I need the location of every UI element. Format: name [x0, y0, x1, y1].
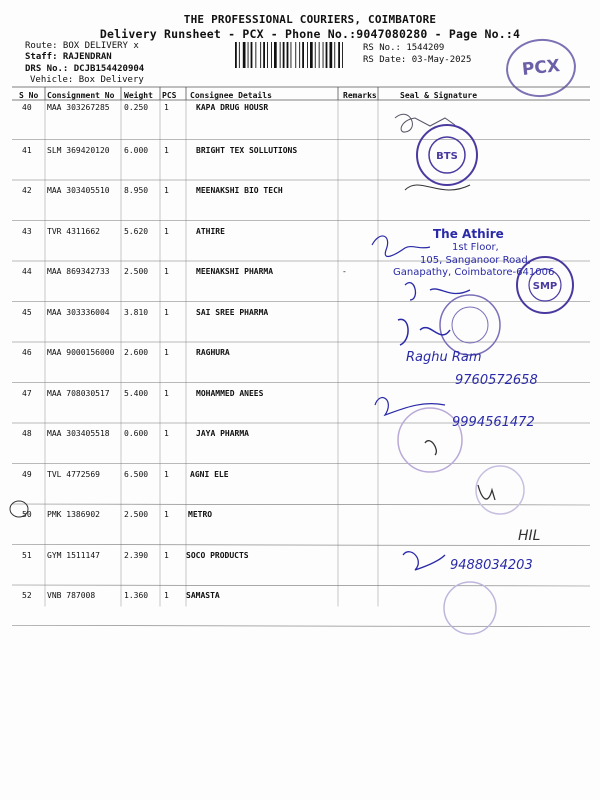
handwritten-phone-2: 9994561472 — [452, 415, 535, 430]
cell-pcs: 1 — [164, 226, 169, 236]
cell-weight: 2.500 — [124, 267, 149, 276]
cell-sno: 48 — [22, 429, 32, 438]
cell-pcs: 1 — [164, 469, 169, 479]
cell-cons: MAA 869342733 — [47, 267, 110, 276]
cell-consignee: MOHAMMED ANEES — [196, 388, 264, 398]
cell-pcs: 1 — [164, 348, 169, 357]
cell-pcs: 1 — [164, 307, 169, 317]
staff-label: Staff: RAJENDRAN — [25, 52, 112, 62]
cell-pcs: 1 — [164, 267, 169, 276]
cell-cons: MAA 708030517 — [47, 388, 110, 398]
cell-consignee: AGNI ELE — [190, 469, 229, 479]
svg-text:SMP: SMP — [532, 281, 558, 292]
cell-pcs: 1 — [164, 550, 169, 560]
athire-stamp-line2: 105, Sanganoor Road, — [420, 255, 531, 266]
col-header-pcs: PCS — [162, 91, 177, 100]
handwritten-hil: HIL — [518, 528, 541, 544]
cell-pcs: 1 — [164, 510, 169, 519]
cell-consignee: JAYA PHARMA — [196, 429, 249, 438]
document-subtitle: Delivery Runsheet - PCX - Phone No.:9047080280 - Page No.:4 — [99, 27, 521, 41]
cell-consignee: SAI SREE PHARMA — [196, 307, 269, 317]
athire-stamp-line1: 1st Floor, — [452, 242, 499, 253]
col-header-sno: S No — [19, 91, 39, 100]
cell-weight: 5.620 — [124, 226, 149, 236]
cell-cons: MAA 303336004 — [47, 307, 110, 317]
rs-number: RS No.: 1544209 — [363, 43, 445, 53]
cell-weight: 2.390 — [124, 550, 149, 560]
cell-weight: 5.400 — [124, 388, 149, 398]
cell-consignee: METRO — [188, 510, 213, 519]
cell-weight: 0.250 — [124, 103, 149, 112]
cell-sno: 43 — [22, 226, 32, 236]
cell-weight: 6.500 — [124, 469, 149, 479]
cell-pcs: 1 — [164, 388, 169, 398]
cell-cons: MAA 303267285 — [47, 103, 110, 112]
cell-sno: 44 — [22, 267, 32, 276]
cell-pcs: 1 — [164, 429, 169, 438]
pcx-stamp: PCX — [503, 36, 579, 101]
col-header-consignment: Consignment No — [47, 91, 115, 100]
cell-pcs: 1 — [164, 145, 169, 155]
cell-sno: 40 — [22, 103, 32, 112]
cell-pcs: 1 — [164, 591, 169, 600]
cell-consignee: BRIGHT TEX SOLLUTIONS — [196, 145, 298, 155]
cell-cons: GYM 1511147 — [47, 550, 100, 560]
cell-weight: 6.000 — [124, 145, 149, 155]
cell-sno: 42 — [22, 186, 32, 195]
cell-sno: 49 — [22, 469, 32, 479]
col-header-consignee: Consignee Details — [190, 91, 272, 100]
handwritten-phone-3: 9488034203 — [450, 558, 533, 573]
cell-sno: 45 — [22, 307, 32, 317]
cell-consignee: MEENAKSHI BIO TECH — [196, 186, 283, 195]
athire-stamp-line3: Ganapathy, Coimbatore-641006 — [393, 267, 555, 278]
cell-pcs: 1 — [164, 103, 169, 112]
cell-weight: 8.950 — [124, 186, 149, 195]
cell-consignee: SOCO PRODUCTS — [186, 550, 249, 560]
cell-pcs: 1 — [164, 186, 169, 195]
col-header-remarks: Remarks — [343, 91, 377, 100]
cell-remarks: - — [342, 267, 347, 276]
cell-consignee: ATHIRE — [196, 226, 225, 236]
rs-date: RS Date: 03-May-2025 — [363, 55, 472, 65]
cell-sno: 50 — [22, 510, 32, 519]
cell-weight: 2.500 — [124, 510, 149, 519]
cell-weight: 0.600 — [124, 429, 149, 438]
cell-weight: 2.600 — [124, 348, 149, 357]
cell-cons: MAA 303405518 — [47, 429, 110, 438]
cell-cons: VNB 787008 — [47, 591, 96, 600]
handwritten-name: Raghu Ram — [406, 350, 482, 365]
drs-label: DRS No.: DCJB154420904 — [25, 64, 145, 74]
cell-sno: 47 — [22, 388, 32, 398]
cell-cons: TVL 4772569 — [47, 469, 100, 479]
cell-consignee: KAPA DRUG HOUSR — [196, 103, 269, 112]
cell-consignee: SAMASTA — [186, 591, 220, 600]
athire-stamp-name: The Athire — [433, 227, 504, 241]
col-header-signature: Seal & Signature — [400, 91, 478, 100]
document-title: THE PROFESSIONAL COURIERS, COIMBATORE — [183, 13, 437, 26]
cell-weight: 1.360 — [124, 591, 149, 600]
cell-cons: MAA 303405510 — [47, 186, 110, 195]
cell-weight: 3.810 — [124, 307, 149, 317]
cell-cons: TVR 4311662 — [47, 226, 100, 236]
cell-consignee: RAGHURA — [196, 348, 230, 357]
cell-sno: 41 — [22, 145, 32, 155]
cell-cons: SLM 369420120 — [47, 145, 110, 155]
cell-cons: PMK 1386902 — [47, 510, 100, 519]
svg-text:BTS: BTS — [436, 151, 458, 162]
col-header-weight: Weight — [124, 91, 153, 100]
route-label: Route: BOX DELIVERY x — [25, 41, 139, 51]
cell-cons: MAA 9000156000 — [47, 348, 115, 357]
cell-consignee: MEENAKSHI PHARMA — [196, 267, 274, 276]
cell-sno: 52 — [22, 591, 32, 600]
cell-sno: 51 — [22, 550, 32, 560]
cell-sno: 46 — [22, 348, 32, 357]
vehicle-label: Vehicle: Box Delivery — [30, 75, 144, 85]
handwritten-phone-1: 9760572658 — [455, 373, 538, 388]
